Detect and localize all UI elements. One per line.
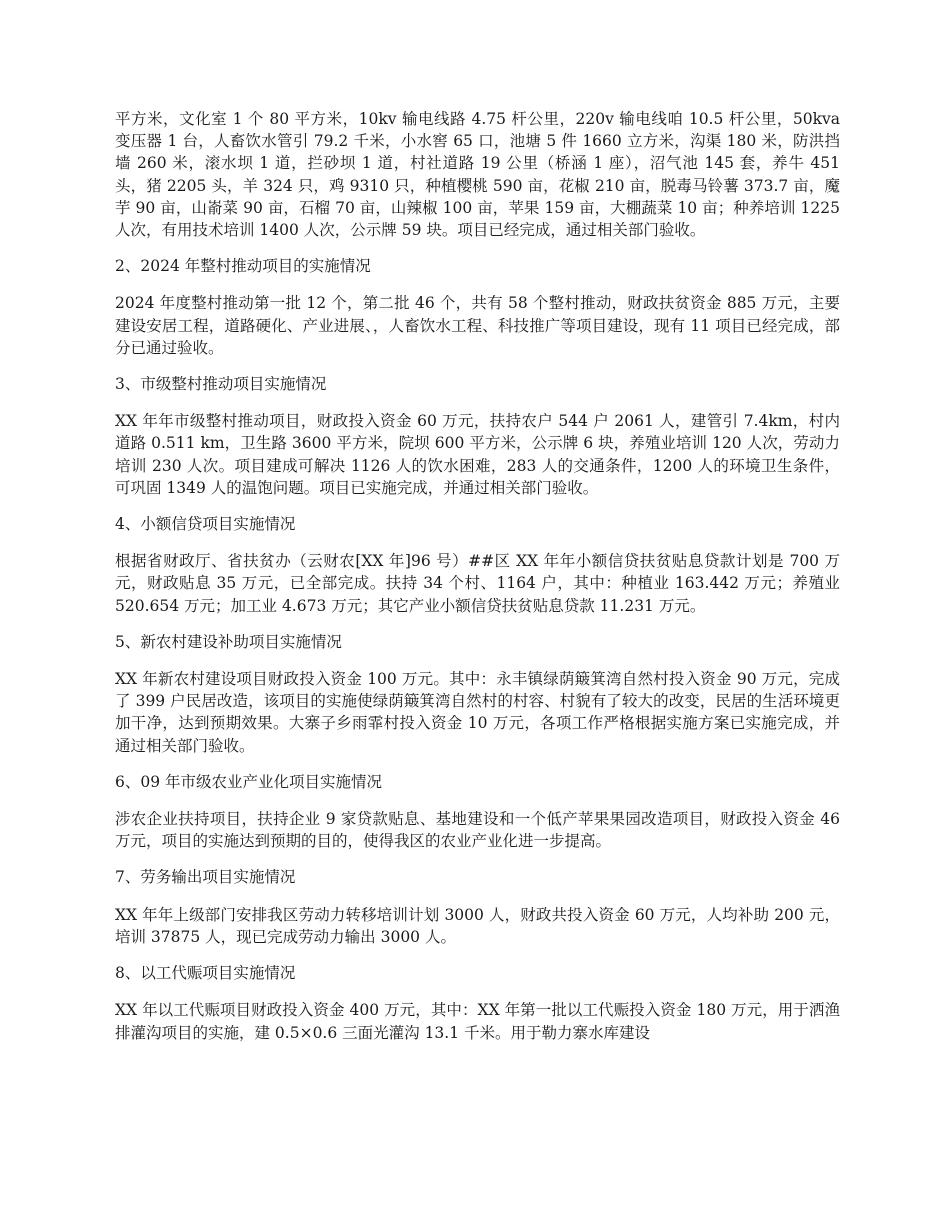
heading-section-5: 5、新农村建设补助项目实施情况 bbox=[115, 632, 342, 651]
paragraph-section-4: 根据省财政厅、省扶贫办（云财农[XX 年]96 号）##区 XX 年年小额信贷扶贫贴息贷款计划是 700 万元，财政贴息 35 万元，已全部完成。扶持 34 个村、1164 户，其中：种植业 163.442 万元；养殖业 520.654 万元；加工业 4.673 万元；其它产业小额信贷扶贫贴息贷款 11.231 万元。 bbox=[115, 552, 840, 615]
paragraph-section-5: XX 年新农村建设项目财政投入资金 100 万元。其中：永丰镇绿荫簸箕湾自然村投入资金 90 万元，完成了 399 户民居改造，该项目的实施使绿荫簸箕湾自然村的村容、村貌有了较大的改变，民居的生活环境更加干净，达到预期效果。大寨子乡雨霏村投入资金 10 万元，各项工作严格根据实施方案已实施完成，并通过相关部门验收。 bbox=[115, 670, 840, 755]
paragraph-section-2: 2024 年度整村推动第一批 12 个，第二批 46 个，共有 58 个整村推动，财政扶贫资金 885 万元，主要建设安居工程，道路硬化、产业进展、，人畜饮水工程、科技推广等项目建设，现有 11 项目已经完成，部分已通过验收。 bbox=[115, 294, 840, 357]
heading-section-6: 6、09 年市级农业产业化项目实施情况 bbox=[115, 772, 383, 791]
heading-section-7: 7、劳务输出项目实施情况 bbox=[115, 868, 296, 887]
heading-section-4: 4、小额信贷项目实施情况 bbox=[115, 515, 296, 534]
paragraph-section-7: XX 年年上级部门安排我区劳动力转移培训计划 3000 人，财政共投入资金 60 万元，人均补助 200 元，培训 37875 人，现已完成劳动力输出 3000 人。 bbox=[115, 905, 840, 946]
paragraph-section-6: 涉农企业扶持项目，扶持企业 9 家贷款贴息、基地建设和一个低产苹果果园改造项目，财政投入资金 46 万元，项目的实施达到预期的目的，使得我区的农业产业化进一步提高。 bbox=[115, 810, 840, 851]
heading-section-2: 2、2024 年整村推动项目的实施情况 bbox=[115, 257, 371, 276]
paragraph-section-8: XX 年以工代赈项目财政投入资金 400 万元，其中：XX 年第一批以工代赈投入资金 180 万元，用于洒渔排灌沟项目的实施，建 0.5×0.6 三面光灌沟 13.1 千米。用于勒力寨水库建设 bbox=[115, 1001, 840, 1042]
document-body bbox=[115, 108, 840, 1058]
paragraph-infrastructure-summary: 平方米，文化室 1 个 80 平方米，10kv 输电线路 4.75 杆公里，220v 输电线咱 10.5 杆公里，50kva 变压器 1 台，人畜饮水管引 79.2 千米，小水窖 65 口，池塘 5 件 1660 立方米，沟渠 180 米，防洪挡墙 260 米，滚水坝 1 道，拦砂坝 1 道，村社道路 19 公里（桥涵 1 座），沼气池 145 套，养牛 451 头，猪 2205 头，羊 324 只，鸡 9310 只，种植樱桃 590 亩，花椒 210 亩，脱毒马铃薯 373.7 亩，魔芋 90 亩，山嵛菜 90 亩，石榴 70 亩，山辣椒 100 亩，苹果 159 亩，大棚蔬菜 10 亩；种养培训 1225 人次，有用技术培训 1400 人次，公示牌 59 块。项目已经完成，通过相关部门验收。 bbox=[115, 110, 840, 240]
heading-section-8: 8、以工代赈项目实施情况 bbox=[115, 964, 296, 983]
heading-section-3: 3、市级整村推动项目实施情况 bbox=[115, 375, 327, 394]
paragraph-section-3: XX 年年市级整村推动项目，财政投入资金 60 万元，扶持农户 544 户 2061 人，建管引 7.4km，村内道路 0.511 km，卫生路 3600 平方米，院坝 600 平方米，公示牌 6 块，养殖业培训 120 人次，劳动力培训 230 人次。项目建成可解决 1126 人的饮水困难，283 人的交通条件，1200 人的环境卫生条件，可巩固 1349 人的温饱问题。项目已实施完成，并通过相关部门验收。 bbox=[115, 412, 840, 497]
